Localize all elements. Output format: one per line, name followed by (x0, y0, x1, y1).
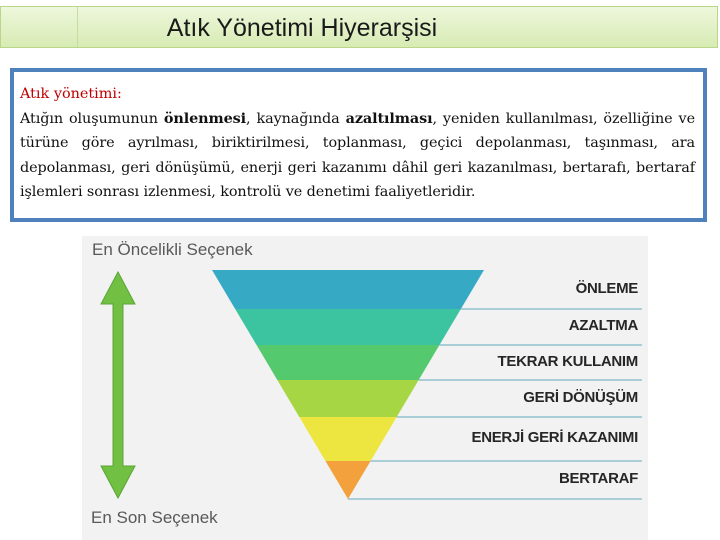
pyramid-band-prevention (212, 270, 484, 309)
definition-box (10, 68, 707, 222)
definition-keyword-reduction: azaltılması (345, 109, 433, 127)
definition-text-part: , kaynağında (246, 110, 346, 127)
level-label-recycling: GERİ DÖNÜŞÜM (523, 388, 638, 406)
level-label-reduction: AZALTMA (568, 317, 638, 334)
slide-title: Atık Yönetimi Hiyerarşisi (166, 13, 438, 42)
priority-arrow-icon (101, 272, 135, 498)
pyramid-band-energy-recovery (299, 417, 396, 461)
pyramid-band-recycling (277, 380, 418, 417)
highest-priority-label: En Öncelikli Seçenek (92, 240, 253, 259)
waste-hierarchy-diagram (82, 236, 648, 540)
level-label-disposal: BERTARAF (559, 470, 638, 487)
definition-text (20, 107, 695, 205)
pyramid-band-disposal (325, 461, 370, 499)
pyramid-band-reduction (235, 309, 461, 345)
definition-keyword-prevention: önlenmesi (163, 109, 247, 127)
definition-text-part: , yeniden kullanılması, özelliğine ve türüne göre ayrılması, biriktirilmesi, toplanması, geçici depolanması, taşınması, ara depolanması, geri dönüşümü, enerji geri kazanımı dâhil geri kazanılması, bertarafı, bertaraf işlemleri sonrası izlenmesi, kontrolü ve denetimi faaliyetleridir. (20, 110, 695, 200)
lowest-priority-label: En Son Seçenek (91, 508, 218, 527)
pyramid-band-reuse (257, 345, 440, 380)
level-label-prevention: ÖNLEME (575, 279, 638, 297)
level-label-reuse: TEKRAR KULLANIM (497, 352, 638, 370)
level-label-energy-recovery: ENERJİ GERİ KAZANIMI (471, 429, 638, 446)
definition-heading: Atık yönetimi: (20, 86, 122, 102)
title-bar (0, 6, 718, 48)
definition-text-part: Atığın oluşumunun (20, 110, 164, 127)
